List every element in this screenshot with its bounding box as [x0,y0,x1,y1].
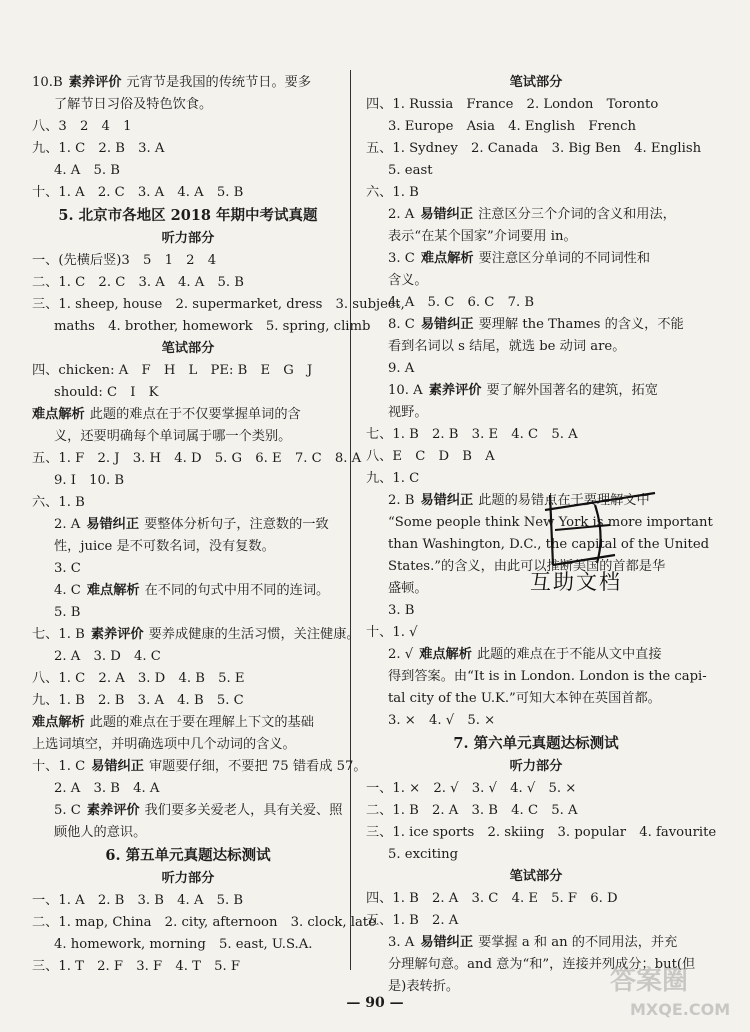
answer-text: 一、1. × 2. √ 3. √ 4. √ 5. × [366,781,577,796]
answer-line [32,448,362,470]
section-heading: 7. 第六单元真题达标测试 [453,735,619,752]
answer-line [32,822,344,844]
note-text: 要掌握 a 和 an 的不同用法，并充 [478,935,678,950]
answer-text: 六、1. B [366,185,419,200]
part-heading: 笔试部分 [161,341,215,356]
answer-line [32,272,344,294]
answer-text: 五、1. B 2. A [366,913,459,928]
answer-line [366,844,706,866]
answer-line [32,360,344,382]
note-text: 注意区分三个介词的含义和用法， [478,207,676,222]
answer-line [366,888,706,910]
answer-text: 2. A [54,517,81,532]
answer-text: 四、1. B 2. A 3. C 4. E 5. F 6. D [366,891,618,906]
answer-text: 十、1. C [32,759,86,774]
answer-text: 九、1. C [366,471,420,486]
answer-line [32,94,344,116]
answer-line [32,426,344,448]
column-divider [350,70,351,970]
answer-line [32,294,405,316]
note-tag: 难点解析 [420,251,474,266]
answer-text: 3. B [388,603,415,618]
answer-line [366,800,706,822]
answer-text: 表示“在某个国家”介词要用 in。 [388,229,577,244]
note-tag: 难点解析 [419,647,472,662]
answer-text: 盛顿。 [388,581,428,596]
answer-text: 4. C [54,583,81,598]
answer-line [32,382,344,404]
answer-line [366,292,706,314]
answer-line [366,182,706,204]
answer-text: States.”的含义，由此可以推断美国的首都是华 [388,559,666,574]
note-text: 在不同的句式中用不同的连词。 [144,583,330,598]
page-number: — 90 — [346,995,404,1011]
answer-line [366,446,706,468]
answer-text: 5. exciting [388,847,459,862]
answer-text: should: C I K [54,385,159,400]
answer-text: than Washington, D.C., the capital of the United [388,537,710,552]
answer-line [366,336,706,358]
answer-line [366,424,706,446]
answer-line [32,250,344,272]
answer-text: 3. Europe Asia 4. English French [388,119,636,134]
answer-text: 2. A [388,207,415,222]
note-text: 此题的难点在于不仅要掌握单词的含 [89,407,301,422]
answer-line [366,822,717,844]
note-text: 元宵节是我国的传统节日。要多 [126,75,312,90]
part-heading: 听力部分 [509,759,563,774]
answer-text: 3. × 4. √ 5. × [388,713,496,728]
note-text: 要整体分析句子，注意数的一致 [144,517,329,532]
note-text: 要注意区分单词的不同词性和 [478,251,651,266]
answer-text: 二、1. B 2. A 3. B 4. C 5. A [366,803,578,818]
answer-line [366,932,706,954]
answer-text: 七、1. B 2. B 3. E 4. C 5. A [366,427,578,442]
answer-text: 分理解句意。and 意为“和”，连接并列成分；but(但 [388,957,696,972]
answer-text: 六、1. B [32,495,85,510]
answer-text: 含义。 [388,273,428,288]
answer-line [32,558,344,580]
answer-text: 九、1. B 2. B 3. A 4. B 5. C [32,693,244,708]
answer-line [32,514,344,536]
answer-text: 十、1. √ [366,625,418,640]
answer-line [32,890,344,912]
answer-text: 9. I 10. B [54,473,125,488]
answer-line [366,94,706,116]
answer-text: 了解节日习俗及特色饮食。 [54,97,213,112]
answer-line [366,910,706,932]
note-tag: 易错纠正 [420,317,474,332]
answer-text: 8. C [388,317,415,332]
answer-text: 一、(先横后竖)3 5 1 2 4 [32,253,217,268]
answer-text: 四、chicken: A F H L PE: B E G J [32,363,313,378]
note-tag: 素养评价 [90,627,144,642]
answer-line [366,116,706,138]
answer-text: 七、1. B [32,627,85,642]
note-tag: 素养评价 [68,75,122,90]
answer-text: 十、1. A 2. C 3. A 4. A 5. B [32,185,244,200]
answer-line [366,600,706,622]
answer-line [32,800,344,822]
note-tag: 易错纠正 [420,207,474,222]
answer-line [32,116,344,138]
answer-text: “Some people think New York is more important [388,515,713,530]
answer-text: 4. A 5. C 6. C 7. B [388,295,535,310]
section-heading: 6. 第五单元真题达标测试 [105,847,271,864]
answer-text: 是)表转折。 [388,979,460,994]
answer-text: 三、1. ice sports 2. skiing 3. popular 4. favourite [366,825,717,840]
note-tag: 素养评价 [86,803,140,818]
note-text: 要理解 the Thames 的含义，不能 [478,317,684,332]
answer-line [366,644,706,666]
answer-text: 三、1. T 2. F 3. F 4. T 5. F [32,959,241,974]
answer-text: 2. A 3. B 4. A [54,781,160,796]
part-heading: 听力部分 [161,871,215,886]
answer-text: tal city of the U.K.”可知大本钟在英国首都。 [388,691,661,706]
answer-text: 4. A 5. B [54,163,120,178]
answer-text: 九、1. C 2. B 3. A [32,141,165,156]
answer-line [32,646,344,668]
answer-line [366,160,706,182]
part-heading: 笔试部分 [509,75,563,90]
answer-line [32,182,344,204]
answer-text: 得到答案。由“It is in London. London is the capi- [388,669,707,684]
answer-line [32,602,344,624]
answer-line [32,668,344,690]
answer-line [32,536,344,558]
answer-line [32,956,344,978]
answer-line [32,934,344,956]
answer-text: 4. homework, morning 5. east, U.S.A. [54,937,313,952]
note-text: 此题的难点在于要在理解上下文的基础 [89,715,314,730]
answer-text: 2. √ [388,647,414,662]
answer-line [366,380,706,402]
answer-line [32,404,344,426]
answer-line [32,756,367,778]
note-text: 审题要仔细，不要把 75 错看成 57。 [149,759,367,774]
answer-line [32,72,344,94]
answer-text: 5. C [54,803,81,818]
answer-text: 3. C [54,561,81,576]
answer-line [366,270,706,292]
answer-text: 看到名词以 s 结尾，就选 be 动词 are。 [388,339,626,354]
answer-line [366,138,706,160]
answer-text: 二、1. C 2. C 3. A 4. A 5. B [32,275,244,290]
section-heading: 5. 北京市各地区 2018 年期中考试真题 [58,207,318,224]
note-tag: 易错纠正 [420,935,474,950]
answer-text: 3. A [388,935,415,950]
note-text: 此题的难点在于不能从文中直接 [476,647,662,662]
note-tag: 难点解析 [32,407,85,422]
answer-text: 10. A [388,383,423,398]
answer-line [32,912,376,934]
answer-line [32,624,360,646]
answer-line [32,712,344,734]
answer-line [366,688,706,710]
part-heading: 笔试部分 [509,869,563,884]
answer-line [366,778,706,800]
answer-text: 视野。 [388,405,428,420]
answer-text: 二、1. map, China 2. city, afternoon 3. clock, late [32,915,376,930]
answer-text: 3. C [388,251,415,266]
note-tag: 易错纠正 [420,493,474,508]
answer-text: 上选词填空，并明确选项中几个动词的含义。 [32,737,296,752]
answer-text: 八、3 2 4 1 [32,119,132,134]
answer-text: 10.B [32,75,63,90]
note-tag: 难点解析 [32,715,85,730]
answer-line [366,402,706,424]
answer-line [366,226,706,248]
stamp-label: 互助文档 [530,570,622,594]
note-tag: 素养评价 [428,383,482,398]
answer-line [366,710,706,732]
answer-text: 四、1. Russia France 2. London Toronto [366,97,659,112]
answer-line [32,734,344,756]
note-tag: 易错纠正 [91,759,144,774]
watermark-url: MXQE.COM [630,1000,731,1019]
answer-text: 五、1. F 2. J 3. H 4. D 5. G 6. E 7. C 8. A [32,451,362,466]
answer-text: 2. B [388,493,415,508]
answer-text: 八、1. C 2. A 3. D 4. B 5. E [32,671,245,686]
answer-text: 9. A [388,361,415,376]
note-text: 此题的易错点在于要理解文中 [478,493,650,508]
answer-text: 八、E C D B A [366,449,495,464]
answer-line [32,778,344,800]
note-tag: 难点解析 [86,583,140,598]
answer-text: 性，juice 是不可数名词，没有复数。 [54,539,275,554]
answer-text: 一、1. A 2. B 3. B 4. A 5. B [32,893,244,908]
answer-text: 顾他人的意识。 [54,825,147,840]
note-text: 要了解外国著名的建筑，拓宽 [486,383,658,398]
note-text: 我们要多关爱老人，具有关爱、照 [144,803,343,818]
answer-line [32,316,371,338]
answer-line [366,314,706,336]
answer-line [32,690,344,712]
answer-text: 三、1. sheep, house 2. supermarket, dress 3. subject, [32,297,405,312]
note-tag: 易错纠正 [86,517,140,532]
answer-line [366,666,706,688]
answer-line [366,248,706,270]
part-heading: 听力部分 [161,231,215,246]
answer-line [32,492,344,514]
answer-line [32,160,344,182]
answer-text: maths 4. brother, homework 5. spring, climb [54,319,371,334]
note-text: 要养成健康的生活习惯，关注健康。 [148,627,360,642]
answer-text: 义，还要明确每个单词属于哪一个类别。 [54,429,292,444]
answer-text: 2. A 3. D 4. C [54,649,161,664]
answer-line [32,470,344,492]
answer-line [366,204,706,226]
answer-text: 五、1. Sydney 2. Canada 3. Big Ben 4. English [366,141,702,156]
answer-text: 5. east [388,163,433,178]
answer-text: 5. B [54,605,81,620]
answer-line [366,358,706,380]
watermark-logo: 答案圈 [610,966,689,996]
answer-line [32,138,344,160]
answer-line [32,580,344,602]
answer-line [366,622,706,644]
